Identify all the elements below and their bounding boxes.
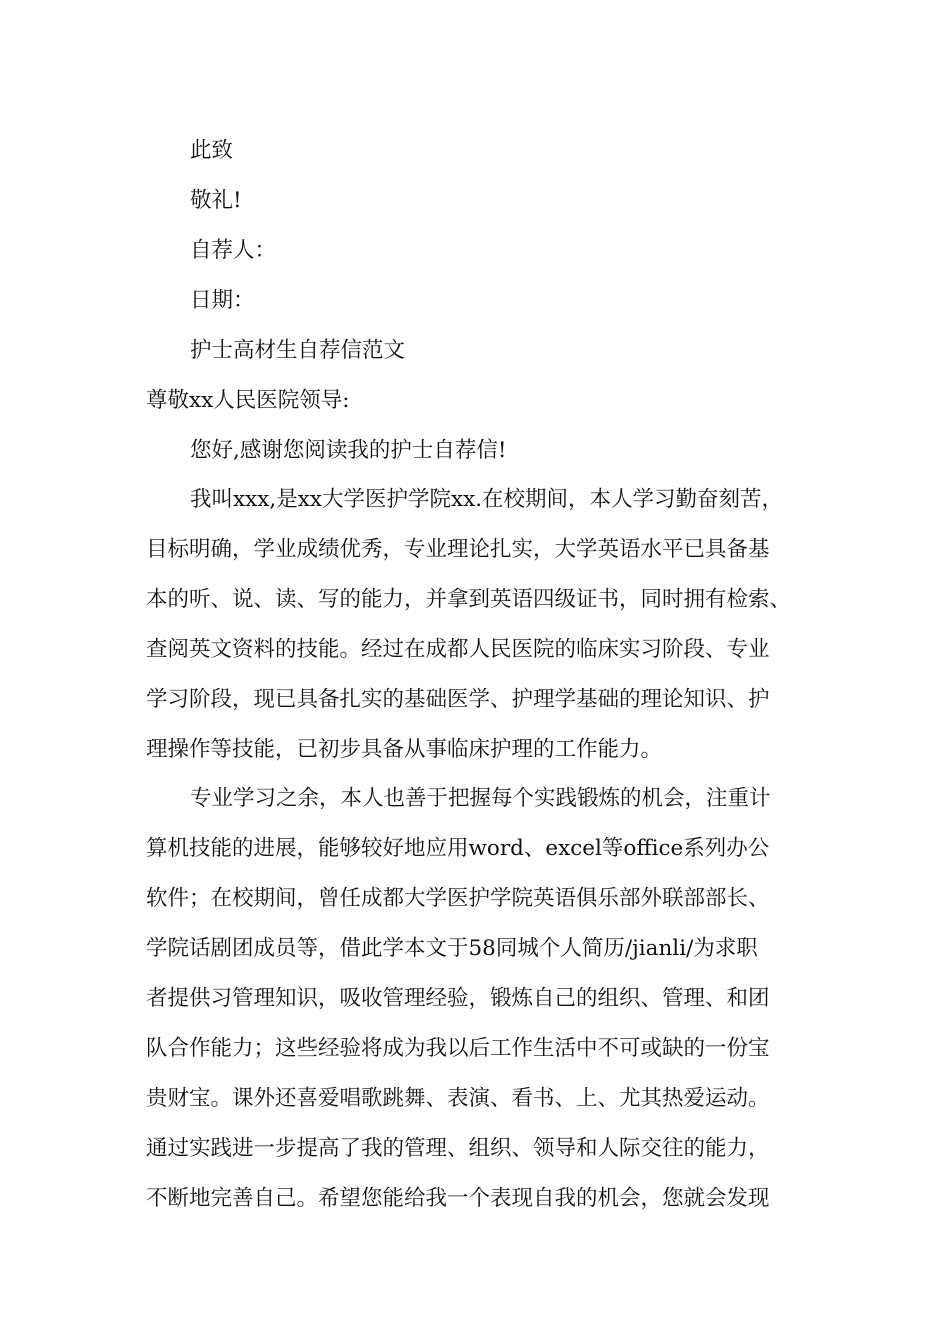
paragraph-2-line: 软件；在校期间，曾任成都大学医护学院英语俱乐部外联部部长、 — [146, 886, 770, 911]
letter-greeting: 尊敬xx人民医院领导: — [146, 388, 350, 413]
paragraph-2-line: 不断地完善自己。希望您能给我一个表现自我的机会，您就会发现 — [146, 1186, 770, 1211]
paragraph-2-line: 贵财宝。课外还喜爱唱歌跳舞、表演、看书、上、尤其热爱运动。 — [146, 1086, 770, 1111]
letter-title: 护士高材生自荐信范文 — [190, 338, 406, 363]
paragraph-1-line: 本的听、说、读、写的能力，并拿到英语四级证书，同时拥有检索、 — [146, 587, 792, 612]
signer-label: 自荐人： — [190, 238, 277, 263]
paragraph-2-line: 学院话剧团成员等，借此学本文于58同城个人简历/jianli/为求职 — [146, 936, 758, 961]
closing-salutation-2: 敬礼! — [190, 188, 242, 213]
paragraph-2-line: 通过实践进一步提高了我的管理、组织、领导和人际交往的能力， — [146, 1136, 770, 1161]
paragraph-2-line: 队合作能力；这些经验将成为我以后工作生活中不可或缺的一份宝 — [146, 1036, 770, 1061]
paragraph-2-line: 者提供习管理知识，吸收管理经验，锻炼自己的组织、管理、和团 — [146, 986, 770, 1011]
paragraph-2-line: 专业学习之余，本人也善于把握每个实践锻炼的机会，注重计 — [190, 786, 771, 811]
letter-opening: 您好,感谢您阅读我的护士自荐信! — [190, 438, 507, 463]
paragraph-1-line: 学习阶段，现已具备扎实的基础医学、护理学基础的理论知识、护 — [146, 687, 770, 712]
paragraph-2-line: 算机技能的进展，能够较好地应用word、excel等office系列办公 — [146, 836, 770, 861]
paragraph-1-line: 目标明确，学业成绩优秀，专业理论扎实，大学英语水平已具备基 — [146, 537, 770, 562]
date-label: 日期： — [190, 288, 255, 313]
paragraph-1-line: 查阅英文资料的技能。经过在成都人民医院的临床实习阶段、专业 — [146, 637, 770, 662]
paragraph-1-line: 理操作等技能，已初步具备从事临床护理的工作能力。 — [146, 737, 663, 762]
closing-salutation-1: 此致 — [190, 138, 234, 163]
paragraph-1-line: 我叫xxx,是xx大学医护学院xx.在校期间，本人学习勤奋刻苦， — [190, 487, 784, 512]
